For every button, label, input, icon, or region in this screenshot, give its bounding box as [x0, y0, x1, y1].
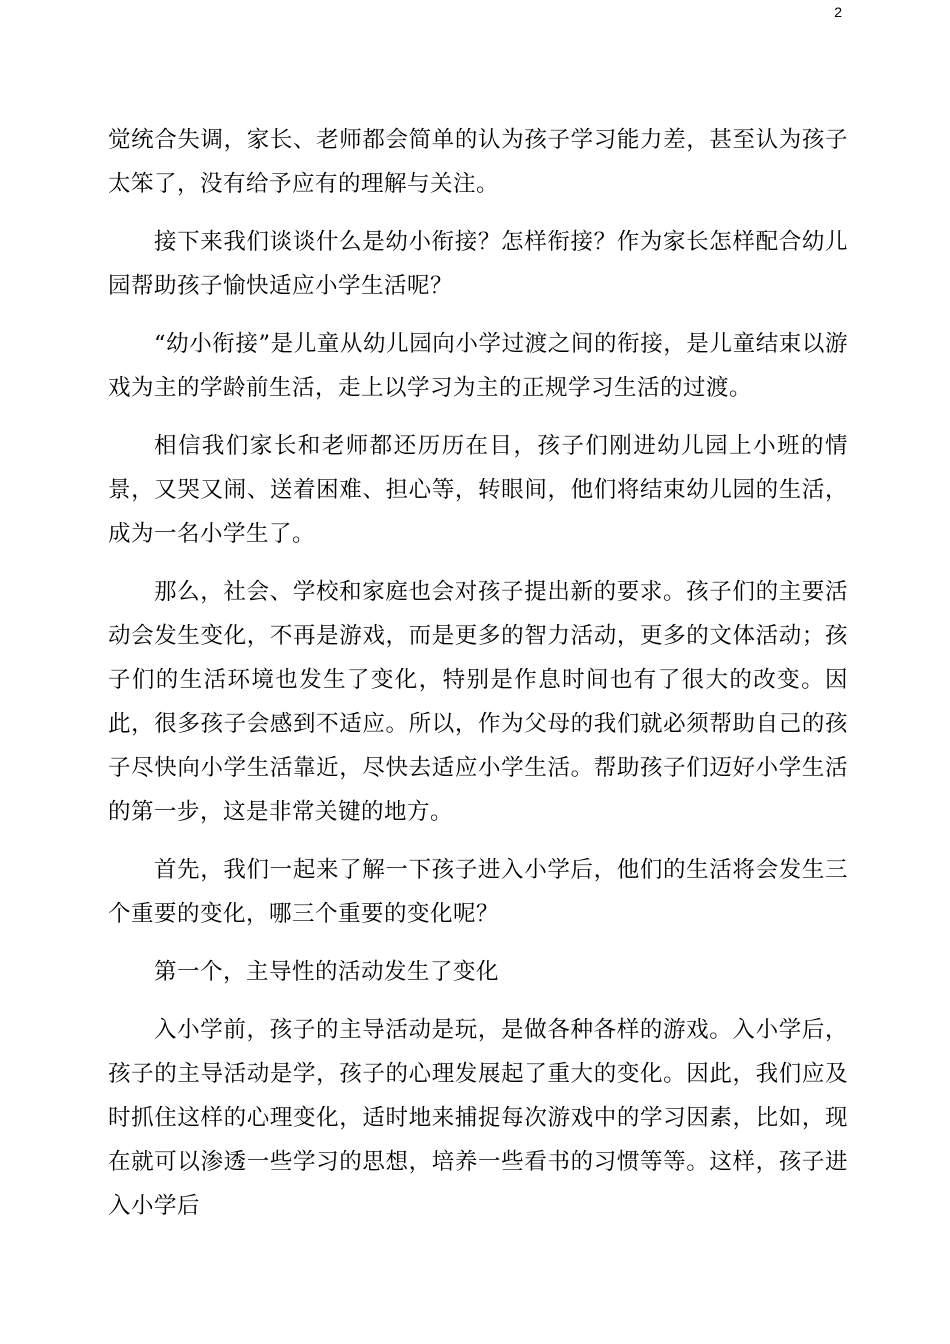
paragraph: 接下来我们谈谈什么是幼小衔接？怎样衔接？作为家长怎样配合幼儿园帮助孩子愉快适应小学生活呢？	[108, 229, 848, 299]
section-heading: 第一个，主导性的活动发生了变化	[154, 959, 500, 985]
paragraph: 入小学前，孩子的主导活动是玩，是做各种各样的游戏。入小学后，孩子的主导活动是学，孩子的心理发展起了重大的变化。因此，我们应及时抓住这样的心理变化，适时地来捕捉每次游戏中的学习因素，比如，现在就可以渗透一些学习的思想，培养一些看书的习惯等等。这样，孩子进入小学后	[108, 1017, 848, 1219]
document-body	[108, 118, 848, 1242]
paragraph: 觉统合失调，家长、老师都会简单的认为孩子学习能力差，甚至认为孩子太笨了，没有给予应有的理解与关注。	[108, 127, 848, 197]
paragraph: 首先，我们一起来了解一下孩子进入小学后，他们的生活将会发生三个重要的变化，哪三个重要的变化呢？	[108, 857, 848, 927]
page-number: 2	[834, 4, 842, 20]
paragraph: “幼小衔接”是儿童从幼儿园向小学过渡之间的衔接，是儿童结束以游戏为主的学龄前生活，走上以学习为主的正规学习生活的过渡。	[108, 331, 848, 401]
paragraph: 相信我们家长和老师都还历历在目，孩子们刚进幼儿园上小班的情景，又哭又闹、送着困难、担心等，转眼间，他们将结束幼儿园的生活，成为一名小学生了。	[108, 433, 848, 547]
paragraph: 那么，社会、学校和家庭也会对孩子提出新的要求。孩子们的主要活动会发生变化，不再是游戏，而是更多的智力活动，更多的文体活动；孩子们的生活环境也发生了变化，特别是作息时间也有了很大的改变。因此，很多孩子会感到不适应。所以，作为父母的我们就必须帮助自己的孩子尽快向小学生活靠近，尽快去适应小学生活。帮助孩子们迈好小学生活的第一步，这是非常关键的地方。	[108, 579, 848, 825]
